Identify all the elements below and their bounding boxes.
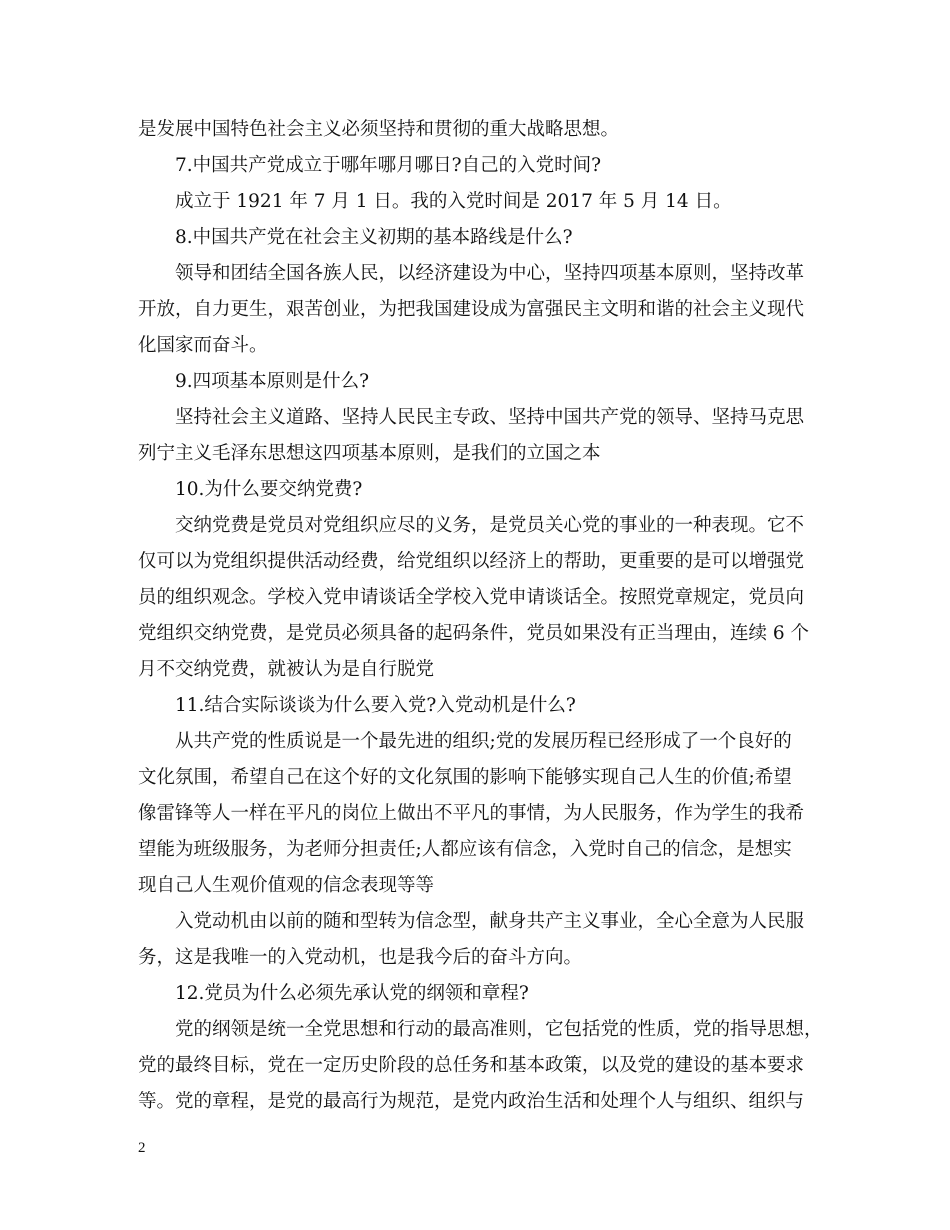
answer-8-line-2: 开放，自力更生，艰苦创业，为把我国建设成为富强民主文明和谐的社会主义现代 bbox=[138, 299, 805, 320]
answer-9-line-2: 列宁主义毛泽东思想这四项基本原则，是我们的立国之本 bbox=[138, 443, 601, 464]
answer-11-line-1: 从共产党的性质说是一个最先进的组织;党的发展历程已经形成了一个良好的 bbox=[175, 731, 792, 752]
answer-11-line-6: 入党动机由以前的随和型转为信念型，献身共产主义事业，全心全意为人民服 bbox=[175, 911, 805, 932]
text-line-1: 是发展中国特色社会主义必须坚持和贯彻的重大战略思想。 bbox=[138, 119, 620, 140]
answer-11-line-2: 文化氛围，希望自己在这个好的文化氛围的影响下能够实现自己人生的价值;希望 bbox=[138, 767, 792, 788]
answer-10-line-2: 仅可以为党组织提供活动经费，给党组织以经济上的帮助，更重要的是可以增强党 bbox=[138, 551, 805, 572]
answer-10-line-5: 月不交纳党费，就被认为是自行脱党 bbox=[138, 659, 435, 680]
question-11: 11.结合实际谈谈为什么要入党?入党动机是什么? bbox=[175, 695, 576, 716]
answer-10-line-4: 党组织交纳党费，是党员必须具备的起码条件，党员如果没有正当理由，连续 6 个 bbox=[138, 623, 810, 644]
question-8: 8.中国共产党在社会主义初期的基本路线是什么? bbox=[175, 227, 573, 248]
question-12: 12.党员为什么必须先承认党的纲领和章程? bbox=[175, 983, 529, 1004]
answer-8-line-1: 领导和团结全国各族人民，以经济建设为中心，坚持四项基本原则，坚持改革 bbox=[175, 263, 805, 284]
answer-11-line-7: 务，这是我唯一的入党动机，也是我今后的奋斗方向。 bbox=[138, 947, 583, 968]
answer-7: 成立于 1921 年 7 月 1 日。我的入党时间是 2017 年 5 月 14 日。 bbox=[175, 191, 732, 212]
answer-11-line-3: 像雷锋等人一样在平凡的岗位上做出不平凡的事情，为人民服务，作为学生的我希 bbox=[138, 803, 805, 824]
question-9: 9.四项基本原则是什么? bbox=[175, 371, 370, 392]
answer-8-line-3: 化国家而奋斗。 bbox=[138, 335, 268, 356]
page-number: 2 bbox=[138, 1140, 146, 1156]
answer-10-line-3: 员的组织观念。学校入党申请谈话全学校入党申请谈话全。按照党章规定，党员向 bbox=[138, 587, 805, 608]
answer-12-line-3: 等。党的章程，是党的最高行为规范，是党内政治生活和处理个人与组织、组织与 bbox=[138, 1091, 805, 1112]
document-body bbox=[138, 112, 823, 1120]
answer-11-line-4: 望能为班级服务，为老师分担责任;人都应该有信念，入党时自己的信念，是想实 bbox=[138, 839, 792, 860]
question-7: 7.中国共产党成立于哪年哪月哪日?自己的入党时间? bbox=[175, 155, 601, 176]
answer-12-line-1: 党的纲领是统一全党思想和行动的最高准则，它包括党的性质，党的指导思想， bbox=[175, 1019, 823, 1040]
answer-9-line-1: 坚持社会主义道路、坚持人民民主专政、坚持中国共产党的领导、坚持马克思 bbox=[175, 407, 805, 428]
answer-11-line-5: 现自己人生观价值观的信念表现等等 bbox=[138, 875, 435, 896]
answer-12-line-2: 党的最终目标，党在一定历史阶段的总任务和基本政策，以及党的建设的基本要求 bbox=[138, 1055, 805, 1076]
question-10: 10.为什么要交纳党费? bbox=[175, 479, 363, 500]
answer-10-line-1: 交纳党费是党员对党组织应尽的义务，是党员关心党的事业的一种表现。它不 bbox=[175, 515, 805, 536]
